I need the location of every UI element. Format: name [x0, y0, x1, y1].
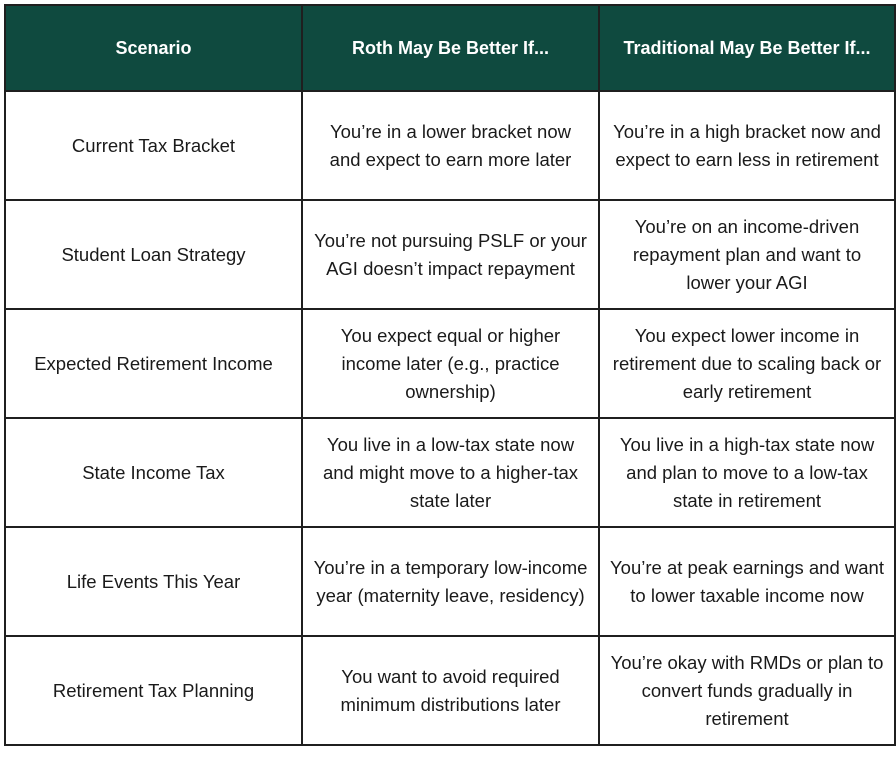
traditional-cell: You’re at peak earnings and want to lower taxable income now	[599, 527, 895, 636]
roth-cell: You expect equal or higher income later (e.g., practice ownership)	[302, 309, 599, 418]
traditional-cell: You expect lower income in retirement due to scaling back or early retirement	[599, 309, 895, 418]
roth-cell: You want to avoid required minimum distributions later	[302, 636, 599, 745]
roth-cell: You’re in a lower bracket now and expect to earn more later	[302, 91, 599, 200]
roth-cell: You’re not pursuing PSLF or your AGI doesn’t impact repayment	[302, 200, 599, 309]
traditional-cell: You’re okay with RMDs or plan to convert funds gradually in retirement	[599, 636, 895, 745]
traditional-cell: You’re on an income-driven repayment plan and want to lower your AGI	[599, 200, 895, 309]
scenario-cell: Current Tax Bracket	[5, 91, 302, 200]
scenario-cell: Retirement Tax Planning	[5, 636, 302, 745]
header-traditional: Traditional May Be Better If...	[599, 5, 895, 91]
scenario-cell: Student Loan Strategy	[5, 200, 302, 309]
table-body	[5, 91, 895, 745]
header-scenario: Scenario	[5, 5, 302, 91]
scenario-cell: State Income Tax	[5, 418, 302, 527]
table-row	[5, 418, 895, 527]
traditional-cell: You’re in a high bracket now and expect to earn less in retirement	[599, 91, 895, 200]
traditional-cell: You live in a high-tax state now and plan to move to a low-tax state in retirement	[599, 418, 895, 527]
header-roth: Roth May Be Better If...	[302, 5, 599, 91]
table-row	[5, 636, 895, 745]
header-row	[5, 5, 895, 91]
roth-cell: You’re in a temporary low-income year (maternity leave, residency)	[302, 527, 599, 636]
scenario-cell: Life Events This Year	[5, 527, 302, 636]
comparison-table	[4, 4, 896, 746]
table-header	[5, 5, 895, 91]
table-row	[5, 200, 895, 309]
roth-cell: You live in a low-tax state now and might move to a higher-tax state later	[302, 418, 599, 527]
table-row	[5, 527, 895, 636]
table-row	[5, 309, 895, 418]
scenario-cell: Expected Retirement Income	[5, 309, 302, 418]
table-row	[5, 91, 895, 200]
